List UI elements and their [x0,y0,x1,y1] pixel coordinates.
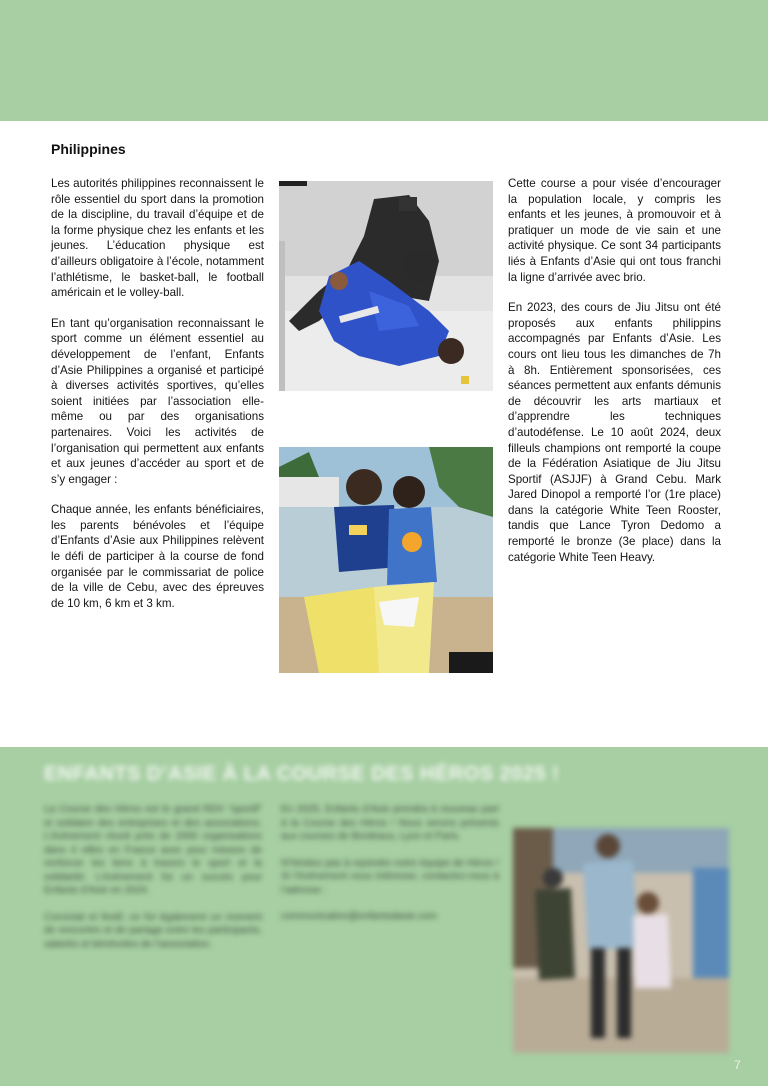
course-des-heros-photo-illustration [513,828,729,1053]
paragraph: Chaque année, les enfants bénéficiaires, les parents bénévoles et l’équipe d’Enfants d’Asie aux Philippines relèvent le défi de participer à la course de fond organisée par le commissariat de police de la ville de Cebu, avec des épreuves de 10 km, 6 km et 3 km. [51,503,264,610]
paragraph: Les autorités philippines reconnaissent le rôle essentiel du sport dans la promotion de la discipline, du travail d’équipe et de la forme physique chez les enfants et les jeunes. L’éducation physique est d’ailleurs obligatoire à l’école, notamment l’athlétisme, le basket-ball, le football américain et le volley-ball. [51,177,264,300]
paragraph: N’hésitez pas à rejoindre notre équipe de Héros ! Si l’événement vous intéresse, contactez-nous à l’adresse : [281,857,499,896]
page-number: 7 [734,1058,741,1072]
contact-email: communication@enfantsdasie.com [281,911,437,922]
paragraph: Cette course a pour visée d’encourager la population locale, y compris les enfants et les jeunes, à promouvoir et à pratiquer un mode de vie sain et une activité physique. Ce sont 34 participants liés à Enfants d’Asie qui ont tous franchi la ligne d’arrivée avec brio. [508,177,721,284]
text-column-left [51,176,264,626]
paragraph: En 2023, des cours de Jiu Jitsu ont été proposés aux enfants philippins accompagnés par Enfants d’Asie. Les cours ont lieu tous les dimanches de 7h à 8h. Entièrement sponsorisées, ces séances permettent aux enfants démunis de découvrir les arts martiaux et d’apprendre les techniques d’autodéfense. Le 10 août 2024, deux filleuls champions ont remporté la coupe de la Fédération Asiatique de Jiu Jitsu Sportif (ASJJF) à Grand Cebu. Mark Jared Dinopol a remporté l’or (1re place) dans la catégorie White Teen Rooster, tandis que Lance Tyron Dedomo a remporté le bronze (3e place) dans la catégorie White Teen Heavy. [508,301,721,564]
course-des-heros-photo [513,828,729,1053]
text-column-right [508,176,721,580]
sack-race-photo-illustration [279,447,493,673]
paragraph: En tant qu’organisation reconnaissant le sport comme un élément essentiel au développement de l’enfant, Enfants d’Asie Philippines a organisé et participé à diverses activités sportives, qu’elles soient initiées par l’association elle-même ou par des organisations partenaires. Voici les activités de l’organisation qui permettent aux enfants et aux jeunes d’accéder au sport et de s’y engager : [51,316,264,486]
sack-race-photo [279,447,493,673]
bottom-text-column-left [44,803,262,964]
paragraph: Convivial et festif, ce fut également un moment de rencontre et de partage entre les participants, salariés et bénévoles de l’association. [44,911,262,950]
paragraph: La Course des Héros est le grand RDV “sportif” et solidaire des entreprises et des associations. L’événement réunit près de 2000 organisations dans 4 villes en France avec pour mission de renforcer les liens à travers le sport et la solidarité. L’événement fut un succès pour Enfants d’Asie en 2024. [44,804,262,896]
section-title: Philippines [51,141,126,157]
bottom-section-title: ENFANTS D’ASIE À LA COURSE DES HÉROS 2025 ! [44,763,560,785]
jiu-jitsu-photo [279,181,493,391]
paragraph: En 2025, Enfants d’Asie prendra à nouveau part à la Course des Héros ! Nous serons présents aux courses de Bordeaux, Lyon et Paris. [281,804,499,842]
bottom-text-column-right [281,803,499,937]
header-band [0,0,768,121]
jiu-jitsu-photo-illustration [279,181,493,391]
